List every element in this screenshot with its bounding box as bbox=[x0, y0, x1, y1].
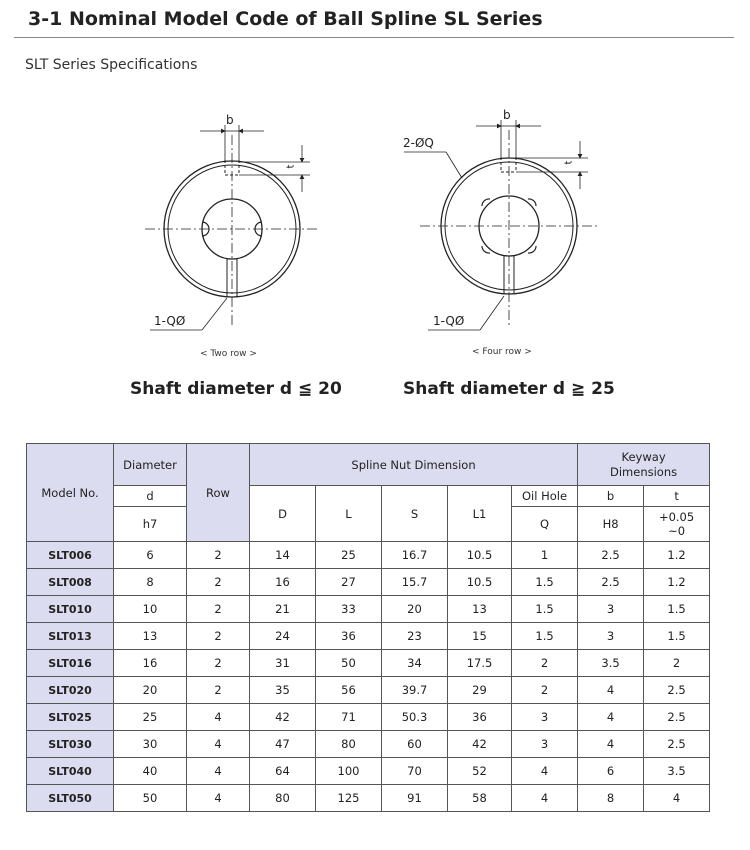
cell-nut-D: 24 bbox=[250, 623, 316, 650]
cell-oil-hole-q: 1.5 bbox=[512, 596, 578, 623]
cell-model-no: SLT025 bbox=[27, 704, 114, 731]
header-S: S bbox=[382, 486, 448, 542]
cell-nut-L1: 29 bbox=[448, 677, 512, 704]
cell-diameter: 6 bbox=[114, 542, 187, 569]
cell-nut-L: 36 bbox=[316, 623, 382, 650]
shaft-cross-section-diagrams bbox=[0, 0, 750, 420]
cell-model-no: SLT050 bbox=[27, 785, 114, 812]
table-row bbox=[27, 731, 710, 758]
cell-nut-L: 50 bbox=[316, 650, 382, 677]
cell-nut-D: 31 bbox=[250, 650, 316, 677]
specifications-table bbox=[26, 443, 710, 812]
specifications-table-body bbox=[27, 542, 710, 812]
cell-diameter: 8 bbox=[114, 569, 187, 596]
right-dim-t-label: t bbox=[563, 160, 575, 165]
header-diameter-tolerance: h7 bbox=[114, 507, 187, 542]
header-L1: L1 bbox=[448, 486, 512, 542]
header-keyway-t-tolerance: +0.05 ~0 bbox=[644, 507, 710, 542]
cell-keyway-t: 1.5 bbox=[644, 623, 710, 650]
cell-nut-L1: 52 bbox=[448, 758, 512, 785]
header-keyway-b-tolerance: H8 bbox=[578, 507, 644, 542]
cell-keyway-t: 1.2 bbox=[644, 569, 710, 596]
cell-model-no: SLT016 bbox=[27, 650, 114, 677]
right-key-hole-label: 2-ØQ bbox=[403, 136, 434, 150]
cell-model-no: SLT013 bbox=[27, 623, 114, 650]
cell-oil-hole-q: 4 bbox=[512, 785, 578, 812]
left-figure-caption: < Two row > bbox=[200, 349, 257, 359]
cell-keyway-b: 2.5 bbox=[578, 542, 644, 569]
cell-oil-hole-q: 2 bbox=[512, 677, 578, 704]
cell-nut-L1: 42 bbox=[448, 731, 512, 758]
header-keyway-dimensions: Keyway Dimensions bbox=[578, 444, 710, 486]
right-dim-b-label: b bbox=[503, 108, 511, 122]
table-row bbox=[27, 596, 710, 623]
cell-diameter: 16 bbox=[114, 650, 187, 677]
table-row bbox=[27, 623, 710, 650]
left-dim-b-label: b bbox=[226, 113, 234, 127]
cell-nut-D: 21 bbox=[250, 596, 316, 623]
cell-nut-L: 125 bbox=[316, 785, 382, 812]
header-oil-hole-q: Q bbox=[512, 507, 578, 542]
header-diameter-d: d bbox=[114, 486, 187, 507]
header-row: Row bbox=[187, 444, 250, 542]
cell-keyway-b: 3 bbox=[578, 596, 644, 623]
cell-nut-D: 47 bbox=[250, 731, 316, 758]
cell-oil-hole-q: 4 bbox=[512, 758, 578, 785]
table-row bbox=[27, 542, 710, 569]
cell-nut-D: 14 bbox=[250, 542, 316, 569]
cell-row: 2 bbox=[187, 569, 250, 596]
table-row bbox=[27, 704, 710, 731]
cell-nut-S: 34 bbox=[382, 650, 448, 677]
cell-nut-D: 64 bbox=[250, 758, 316, 785]
cell-row: 2 bbox=[187, 596, 250, 623]
cell-nut-L1: 17.5 bbox=[448, 650, 512, 677]
cell-model-no: SLT010 bbox=[27, 596, 114, 623]
table-row bbox=[27, 785, 710, 812]
cell-row: 2 bbox=[187, 650, 250, 677]
cell-nut-L: 56 bbox=[316, 677, 382, 704]
cell-nut-L: 25 bbox=[316, 542, 382, 569]
cell-keyway-b: 6 bbox=[578, 758, 644, 785]
header-keyway-b: b bbox=[578, 486, 644, 507]
cell-row: 2 bbox=[187, 542, 250, 569]
cell-row: 4 bbox=[187, 785, 250, 812]
header-D: D bbox=[250, 486, 316, 542]
cell-keyway-b: 3 bbox=[578, 623, 644, 650]
cell-nut-D: 16 bbox=[250, 569, 316, 596]
diagram-drawing bbox=[0, 0, 750, 420]
cell-nut-L: 71 bbox=[316, 704, 382, 731]
right-oil-hole-label: 1-QØ bbox=[433, 314, 465, 328]
cell-keyway-t: 2.5 bbox=[644, 704, 710, 731]
cell-oil-hole-q: 3 bbox=[512, 731, 578, 758]
right-figure-caption: < Four row > bbox=[472, 347, 532, 357]
cell-keyway-t: 1.5 bbox=[644, 596, 710, 623]
cell-row: 4 bbox=[187, 731, 250, 758]
cell-nut-S: 16.7 bbox=[382, 542, 448, 569]
cell-nut-D: 35 bbox=[250, 677, 316, 704]
cell-keyway-t: 2.5 bbox=[644, 677, 710, 704]
cell-keyway-b: 4 bbox=[578, 731, 644, 758]
cell-oil-hole-q: 1 bbox=[512, 542, 578, 569]
cell-keyway-t: 2 bbox=[644, 650, 710, 677]
cell-keyway-b: 2.5 bbox=[578, 569, 644, 596]
cell-keyway-t: 3.5 bbox=[644, 758, 710, 785]
cell-nut-L: 80 bbox=[316, 731, 382, 758]
left-dim-t-label: t bbox=[285, 164, 297, 169]
cell-oil-hole-q: 3 bbox=[512, 704, 578, 731]
cell-diameter: 13 bbox=[114, 623, 187, 650]
table-row bbox=[27, 569, 710, 596]
cell-nut-S: 23 bbox=[382, 623, 448, 650]
page-title: 3-1 Nominal Model Code of Ball Spline SL Series bbox=[28, 8, 543, 30]
cell-nut-L: 33 bbox=[316, 596, 382, 623]
cell-nut-S: 50.3 bbox=[382, 704, 448, 731]
cell-nut-L1: 15 bbox=[448, 623, 512, 650]
header-spline-nut-dimension: Spline Nut Dimension bbox=[250, 444, 578, 486]
cell-model-no: SLT040 bbox=[27, 758, 114, 785]
cell-diameter: 10 bbox=[114, 596, 187, 623]
cell-keyway-b: 4 bbox=[578, 704, 644, 731]
cell-model-no: SLT006 bbox=[27, 542, 114, 569]
cell-keyway-b: 3.5 bbox=[578, 650, 644, 677]
cell-nut-L1: 36 bbox=[448, 704, 512, 731]
cell-nut-S: 70 bbox=[382, 758, 448, 785]
cell-row: 2 bbox=[187, 677, 250, 704]
cell-row: 2 bbox=[187, 623, 250, 650]
header-keyway-t: t bbox=[644, 486, 710, 507]
table-row bbox=[27, 758, 710, 785]
cell-nut-S: 39.7 bbox=[382, 677, 448, 704]
cell-keyway-t: 2.5 bbox=[644, 731, 710, 758]
cell-nut-S: 60 bbox=[382, 731, 448, 758]
cell-model-no: SLT030 bbox=[27, 731, 114, 758]
cell-nut-L1: 10.5 bbox=[448, 542, 512, 569]
cell-model-no: SLT008 bbox=[27, 569, 114, 596]
cell-oil-hole-q: 1.5 bbox=[512, 623, 578, 650]
cell-nut-D: 80 bbox=[250, 785, 316, 812]
header-L: L bbox=[316, 486, 382, 542]
left-shaft-figure bbox=[145, 125, 318, 330]
table-row bbox=[27, 650, 710, 677]
cell-keyway-t: 4 bbox=[644, 785, 710, 812]
cell-row: 4 bbox=[187, 758, 250, 785]
left-shaft-diameter-label: Shaft diameter d ≦ 20 bbox=[130, 379, 342, 399]
cell-keyway-b: 4 bbox=[578, 677, 644, 704]
right-shaft-figure bbox=[404, 120, 598, 330]
cell-nut-S: 20 bbox=[382, 596, 448, 623]
page-subtitle: SLT Series Specifications bbox=[25, 57, 198, 73]
cell-keyway-b: 8 bbox=[578, 785, 644, 812]
cell-diameter: 50 bbox=[114, 785, 187, 812]
right-shaft-diameter-label: Shaft diameter d ≧ 25 bbox=[403, 379, 615, 399]
cell-model-no: SLT020 bbox=[27, 677, 114, 704]
cell-diameter: 40 bbox=[114, 758, 187, 785]
cell-diameter: 25 bbox=[114, 704, 187, 731]
cell-keyway-t: 1.2 bbox=[644, 542, 710, 569]
cell-diameter: 30 bbox=[114, 731, 187, 758]
cell-nut-L1: 58 bbox=[448, 785, 512, 812]
cell-nut-S: 91 bbox=[382, 785, 448, 812]
cell-row: 4 bbox=[187, 704, 250, 731]
cell-diameter: 20 bbox=[114, 677, 187, 704]
header-diameter: Diameter bbox=[114, 444, 187, 486]
table-row bbox=[27, 677, 710, 704]
cell-oil-hole-q: 1.5 bbox=[512, 569, 578, 596]
cell-nut-L: 100 bbox=[316, 758, 382, 785]
cell-nut-L1: 10.5 bbox=[448, 569, 512, 596]
header-oil-hole: Oil Hole bbox=[512, 486, 578, 507]
cell-nut-S: 15.7 bbox=[382, 569, 448, 596]
header-model-no: Model No. bbox=[27, 444, 114, 542]
cell-nut-D: 42 bbox=[250, 704, 316, 731]
cell-oil-hole-q: 2 bbox=[512, 650, 578, 677]
left-oil-hole-label: 1-QØ bbox=[154, 314, 186, 328]
cell-nut-L: 27 bbox=[316, 569, 382, 596]
cell-nut-L1: 13 bbox=[448, 596, 512, 623]
